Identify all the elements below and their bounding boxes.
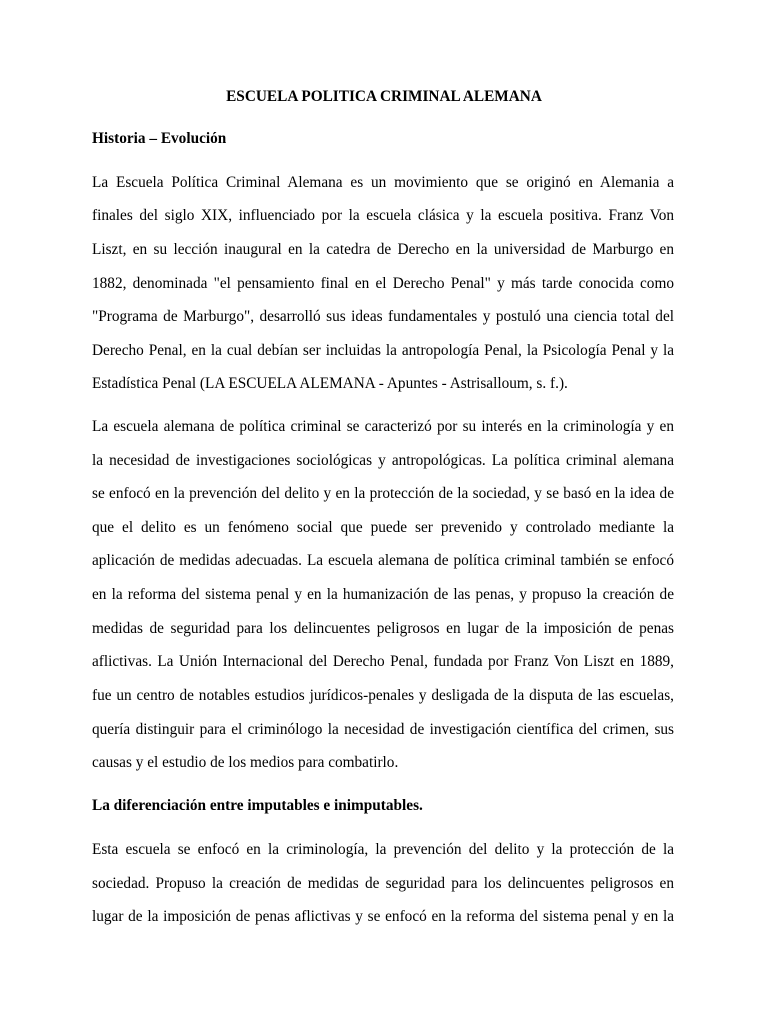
paragraph-line: causas y el estudio de los medios para combatirlo. bbox=[92, 754, 399, 771]
paragraph-line: sociedad. Propuso la creación de medidas de seguridad para los delincuentes peligrosos en bbox=[92, 875, 674, 892]
paragraph-line: en la reforma del sistema penal y en la humanización de las penas, y propuso la creación de bbox=[92, 586, 674, 603]
paragraph-line: lugar de la imposición de penas aflictivas y se enfocó en la reforma del sistema penal y en la bbox=[92, 908, 674, 925]
paragraph-line: medidas de seguridad para los delincuentes peligrosos en lugar de la imposición de penas bbox=[92, 620, 674, 637]
page-title: ESCUELA POLITICA CRIMINAL ALEMANA bbox=[226, 88, 542, 105]
paragraph-line: "Programa de Marburgo", desarrolló sus ideas fundamentales y postuló una ciencia total del bbox=[92, 308, 674, 325]
paragraph-line: finales del siglo XIX, influenciado por la escuela clásica y la escuela positiva. Franz Von bbox=[92, 207, 674, 224]
paragraph-line: Derecho Penal, en la cual debían ser incluidas la antropología Penal, la Psicología Penal y la bbox=[92, 342, 674, 359]
paragraph-line: 1882, denominada "el pensamiento final en el Derecho Penal" y más tarde conocida como bbox=[92, 275, 674, 292]
section-heading-imputables: La diferenciación entre imputables e inimputables. bbox=[92, 797, 423, 814]
paragraph-line: La Escuela Política Criminal Alemana es un movimiento que se originó en Alemania a bbox=[92, 174, 674, 191]
paragraph-line: fue un centro de notables estudios jurídicos-penales y desligada de la disputa de las escuelas, bbox=[92, 687, 674, 704]
paragraph-line: la necesidad de investigaciones sociológicas y antropológicas. La política criminal alemana bbox=[92, 452, 674, 469]
paragraph-line: aflictivas. La Unión Internacional del Derecho Penal, fundada por Franz Von Liszt en 1889, bbox=[92, 653, 674, 670]
paragraph-line: se enfocó en la prevención del delito y en la protección de la sociedad, y se basó en la idea de bbox=[92, 485, 674, 502]
paragraph-line: Esta escuela se enfocó en la criminología, la prevención del delito y la protección de la bbox=[92, 841, 674, 858]
paragraph-line: La escuela alemana de política criminal se caracterizó por su interés en la criminología y en bbox=[92, 418, 674, 435]
paragraph-line: quería distinguir para el criminólogo la necesidad de investigación científica del crimen, sus bbox=[92, 721, 674, 738]
section-heading-historia: Historia – Evolución bbox=[92, 130, 227, 147]
paragraph-line: Estadística Penal (LA ESCUELA ALEMANA - Apuntes - Astrisalloum, s. f.). bbox=[92, 375, 568, 392]
paragraph-line: aplicación de medidas adecuadas. La escuela alemana de política criminal también se enfocó bbox=[92, 552, 674, 569]
paragraph-line: Liszt, en su lección inaugural en la catedra de Derecho en la universidad de Marburgo en bbox=[92, 241, 674, 258]
paragraph-line: que el delito es un fenómeno social que puede ser prevenido y controlado mediante la bbox=[92, 519, 674, 536]
